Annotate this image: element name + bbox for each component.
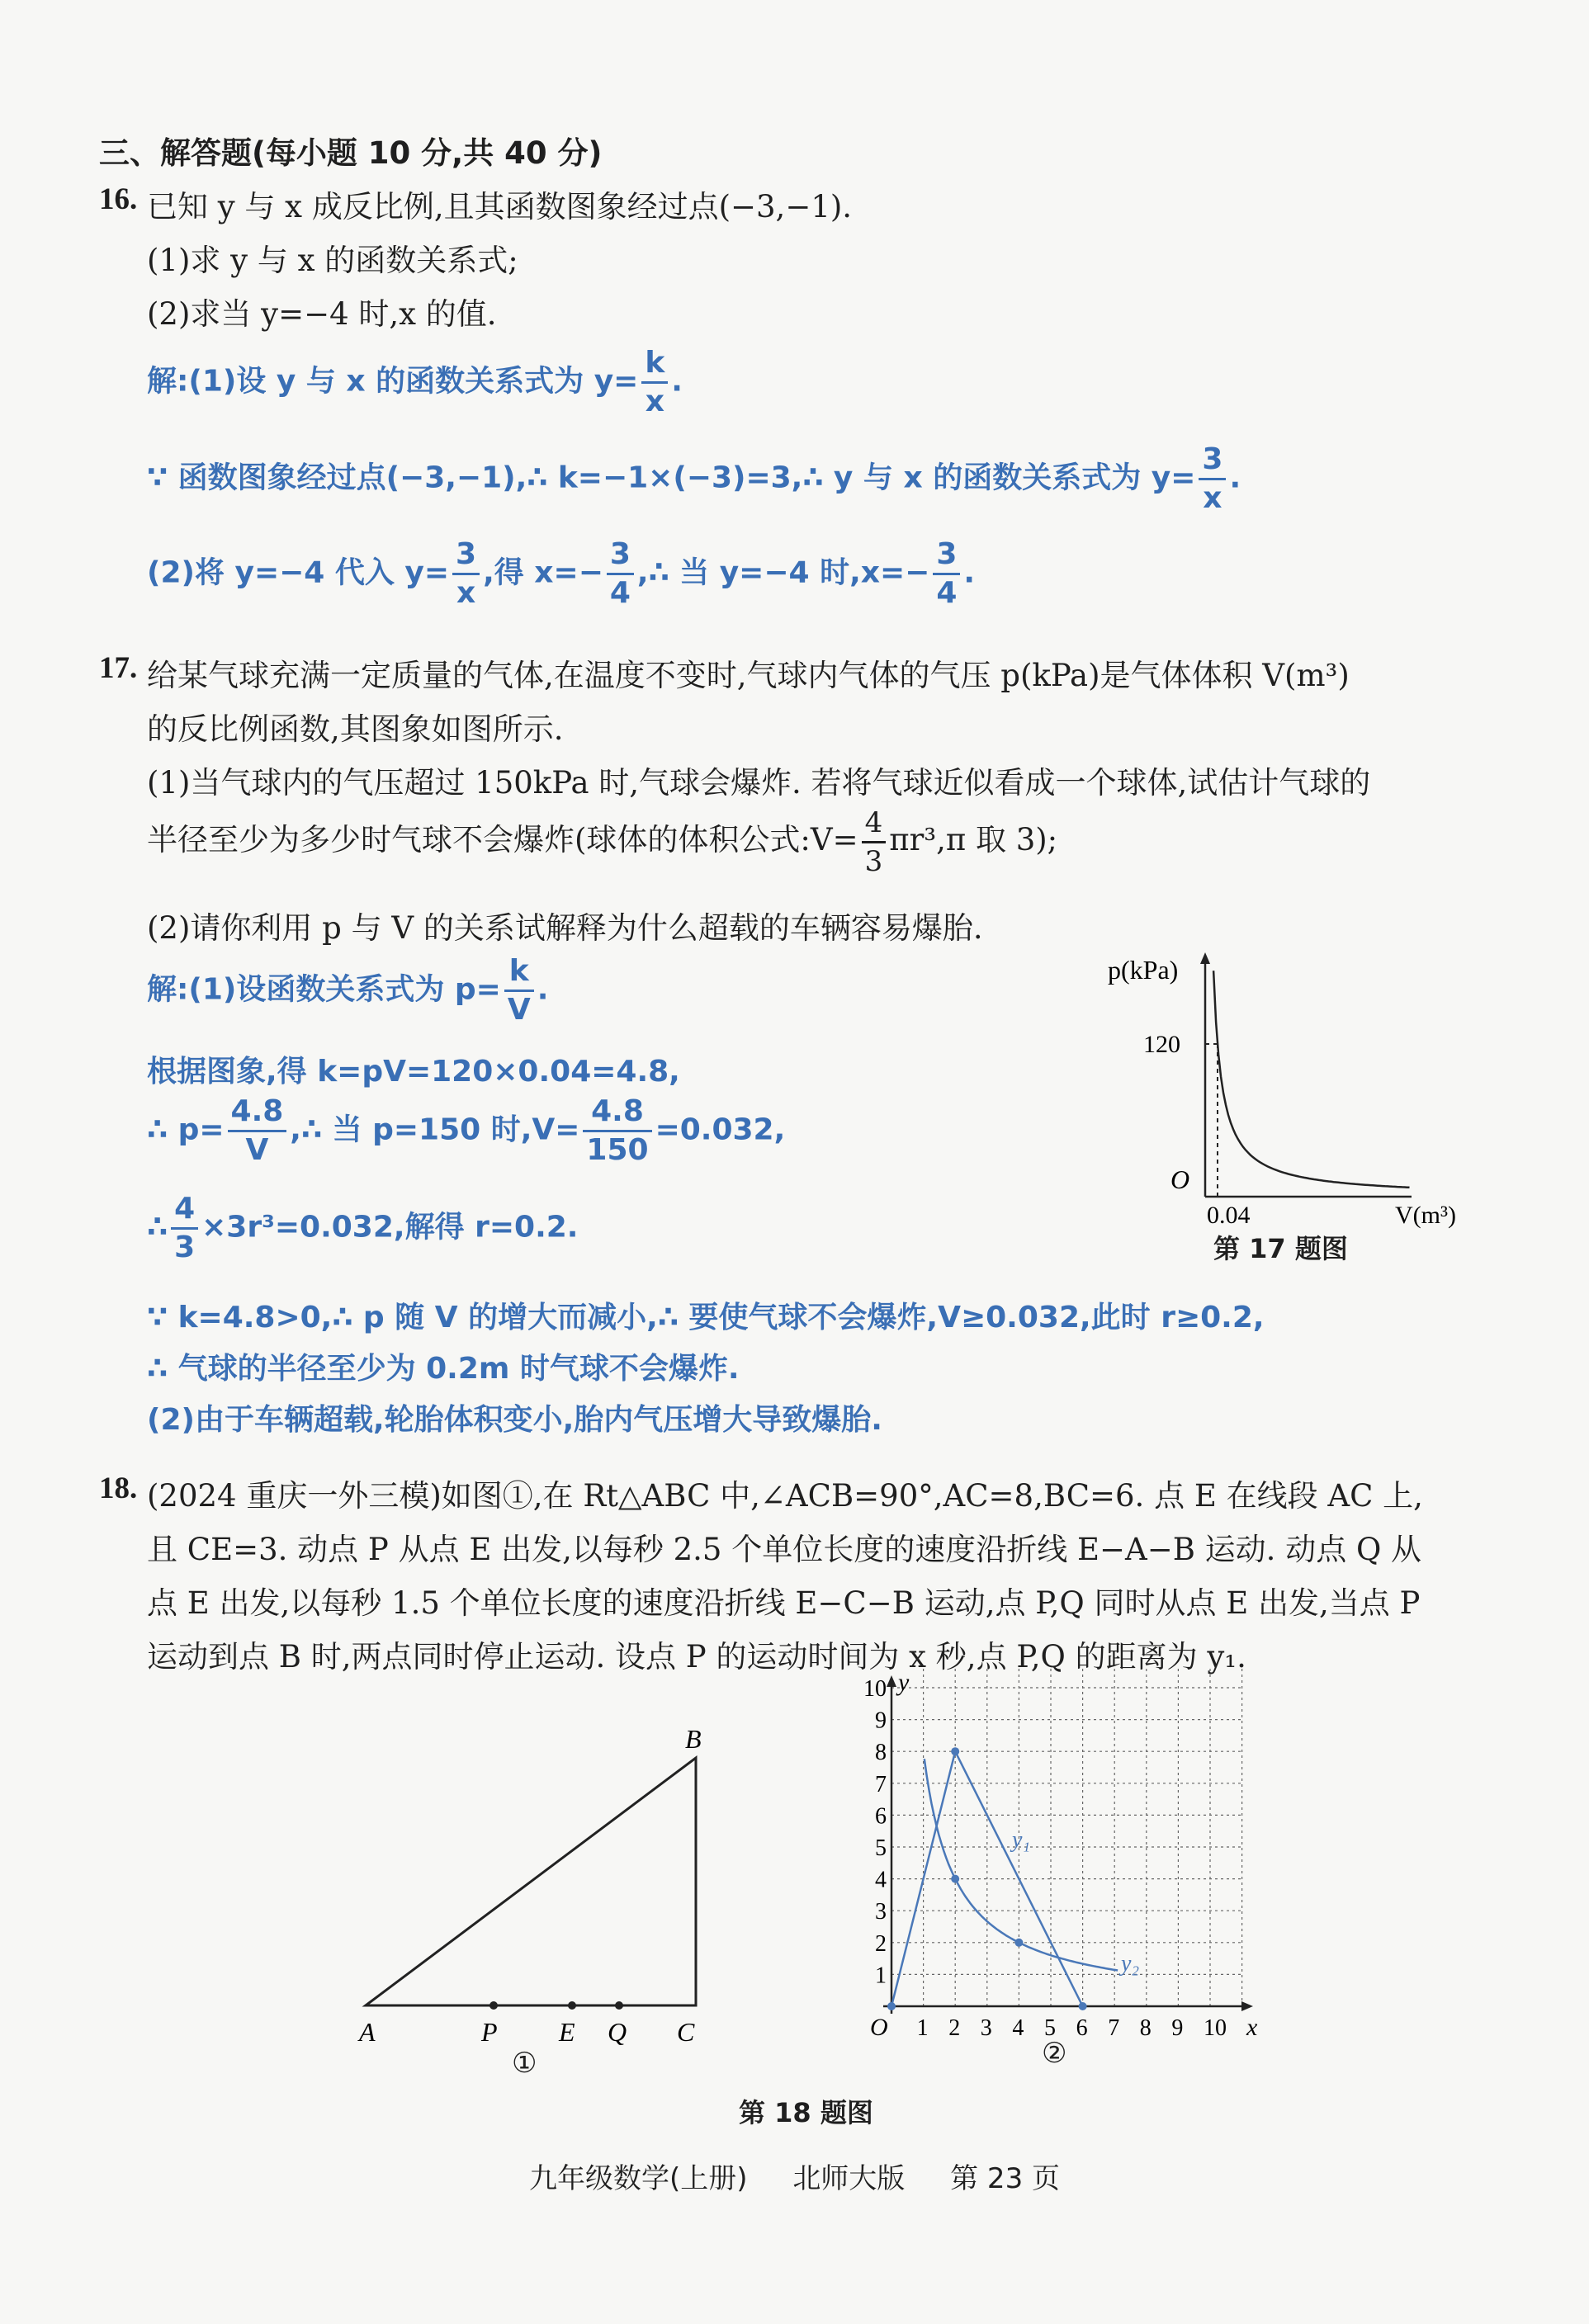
q18-graph [834,1667,1263,2055]
q16-solution-2: ∵ 函数图象经过点(−3,−1),∴ k=−1×(−3)=3,∴ y 与 x 的函数关系式为 y= $\frac{3}{x}$ . [147,442,1241,515]
q16-sol3-a: (2)将 y=−4 代入 y= [147,555,450,590]
numerator: 4.8 [228,1094,287,1132]
denominator: x [456,576,476,610]
y-label: y [898,1669,910,1696]
q17-solution-3 [147,1094,785,1169]
denominator: 3 [174,1230,196,1264]
q17-part1-b-text: 半径至少为多少时气球不会爆炸(球体的体积公式:V= [147,822,858,857]
q17-sol3-b: ,∴ 当 p=150 时,V= [290,1112,580,1147]
q17-figure-caption: 第 17 题图 [1213,1233,1348,1264]
denominator: V [507,993,531,1027]
label-c: C [677,2017,695,2047]
origin-label: O [1170,1164,1190,1194]
data-point [1079,2002,1087,2010]
numerator: 4.8 [583,1094,651,1132]
q17-solution-1: 解:(1)设函数关系式为 p= $\frac{k}{V}$ . [147,954,549,1027]
q17-sol4-a: ∴ [147,1210,168,1245]
denominator: 150 [586,1133,649,1167]
q17-solution-2: 根据图象,得 k=pV=120×0.04=4.8, [147,1055,680,1089]
denominator: x [645,385,664,418]
figure-mark-1: ① [512,2047,537,2080]
y-tick-label: 10 [863,1676,887,1702]
fraction [171,1191,198,1266]
x-tick-label: 0.04 [1207,1202,1251,1229]
q17-sol3-a: ∴ p= [147,1112,225,1147]
q16-solution-3: (2)将 y=−4 代入 y= $\frac{3}{x}$ ,得 x=− $\frac{3}{4}$ ,∴ 当 y=−4 时,x=− $\frac{3}{4}$ . [147,537,976,610]
q17-chart [1098,949,1478,1238]
label-b: B [685,1724,702,1754]
y-label: p(kPa) [1108,955,1179,985]
q16-number: 16. [99,182,138,216]
q17-stem-2: 的反比例函数,其图象如图所示. [147,711,564,747]
point-q [615,2001,623,2010]
x-tick-label: 8 [1139,2015,1152,2041]
q16-sol3-b: ,得 x=− [483,555,603,590]
x-tick-label: 1 [916,2015,929,2041]
fraction [862,805,887,880]
x-tick-label: 10 [1204,2015,1227,2041]
numerator: 3 [1199,442,1226,480]
q16-solution-1: 解:(1)设 y 与 x 的函数关系式为 y= $\frac{k}{x}$ . [147,346,683,418]
q17-solution-7: (2)由于车辆超载,轮胎体积变小,胎内气压增大导致爆胎. [147,1403,882,1437]
q17-part2: (2)请你利用 p 与 V 的关系试解释为什么超载的车辆容易爆胎. [147,910,983,946]
x-tick-label: 5 [1044,2015,1056,2041]
denominator: 4 [609,576,631,610]
y1-label: y₁ [1012,1827,1031,1853]
point-p [489,2001,498,2010]
numerator: 3 [452,536,480,575]
q18-line-2: 且 CE=3. 动点 P 从点 E 出发,以每秒 2.5 个单位长度的速度沿折线 E−A−B 运动. 动点 Q 从 [147,1532,1422,1567]
q16-part1: (1)求 y 与 x 的函数关系式; [147,243,518,278]
y-tick-label: 8 [875,1740,887,1766]
grid [891,1667,1242,2006]
y-tick-label: 5 [875,1835,887,1861]
data-point [951,1875,959,1883]
data-point [1014,1939,1023,1947]
numerator: k [504,953,534,992]
origin-label: O [870,2014,888,2041]
x-axis-arrow-icon [1241,2001,1253,2011]
fraction [504,953,534,1028]
y-tick-label: 9 [875,1708,887,1734]
q17-part1-b [147,805,1057,880]
data-point [887,2002,896,2010]
x-ticks [917,2015,1227,2041]
figure-mark-2: ② [1042,2037,1067,2070]
section-title: 三、解答题(每小题 10 分,共 40 分) [99,135,603,171]
q17-number: 17. [99,651,138,685]
denominator: 4 [936,576,958,610]
fraction [607,536,634,612]
fraction [583,1094,651,1169]
numerator: 3 [933,536,960,575]
fraction [933,536,960,612]
q18-figure-caption: 第 18 题图 [739,2097,873,2128]
denominator: V [245,1133,269,1167]
x-tick-label: 3 [980,2015,992,2041]
q16-sol3-c: ,∴ 当 y=−4 时,x=− [636,555,930,590]
q18-line-4: 运动到点 B 时,两点同时停止运动. 设点 P 的运动时间为 x 秒,点 P,Q 的距离为 y₁. [147,1639,1246,1675]
y2-curve [925,1759,1118,1970]
y-tick-label: 120 [1143,1031,1180,1058]
q18-line-1: (2024 重庆一外三模)如图①,在 Rt△ABC 中,∠ACB=90°,AC=8,BC=6. 点 E 在线段 AC 上, [147,1478,1423,1514]
q17-part1-a: (1)当气球内的气压超过 150kPa 时,气球会爆炸. 若将气球近似看成一个球体,试估计气球的 [147,765,1371,801]
footer-book: 九年级数学(上册) [528,2162,748,2195]
q18-number: 18. [99,1471,138,1505]
q17-part1-c: πr³,π 取 3); [889,822,1058,857]
y2-label: y₂ [1121,1951,1140,1977]
inverse-curve [1213,971,1409,1188]
x-tick-label: 7 [1108,2015,1120,2041]
fraction [228,1094,287,1169]
q17-solution-5: ∵ k=4.8>0,∴ p 随 V 的增大而减小,∴ 要使气球不会爆炸,V≥0.032,此时 r≥0.2, [147,1301,1265,1334]
q17-solution-6: ∴ 气球的半径至少为 0.2m 时气球不会爆炸. [147,1352,740,1386]
q18-triangle-figure [347,1721,726,2067]
page-footer [0,2156,1589,2196]
label-a: A [359,2017,376,2047]
q16-stem: 已知 y 与 x 成反比例,且其函数图象经过点(−3,−1). [147,189,853,224]
x-tick-label: 2 [948,2015,961,2041]
numerator: k [641,345,668,384]
y-tick-label: 4 [875,1867,887,1893]
x-tick-label: 6 [1076,2015,1088,2041]
q16-sol1-text: 解:(1)设 y 与 x 的函数关系式为 y= [147,364,639,399]
q16-part2: (2)求当 y=−4 时,x 的值. [147,296,497,332]
y-tick-label: 2 [875,1930,887,1957]
y-ticks [863,1676,887,1988]
q17-sol4-b: ×3r³=0.032,解得 r=0.2. [201,1210,579,1245]
numerator: 3 [607,536,634,575]
point-e [568,2001,576,2010]
y-axis-arrow-icon [1200,952,1210,964]
label-q: Q [608,2017,627,2047]
fraction [452,536,480,612]
y-tick-label: 3 [875,1899,887,1925]
x-tick-label: 4 [1012,2015,1024,2041]
q16-sol2-text: ∵ 函数图象经过点(−3,−1),∴ k=−1×(−3)=3,∴ y 与 x 的函数关系式为 y= [147,461,1196,495]
denominator: x [1203,481,1222,515]
footer-edition: 北师大版 [792,2162,906,2195]
q18-line-3: 点 E 出发,以每秒 1.5 个单位长度的速度沿折线 E−C−B 运动,点 P,Q 同时从点 E 出发,当点 P [147,1585,1421,1621]
y-axis-arrow-icon [887,1675,896,1687]
data-point [951,1747,959,1755]
triangle-abc [366,1758,696,2005]
y-tick-label: 7 [875,1771,887,1797]
label-p: P [481,2017,498,2047]
numerator: 4 [862,805,887,843]
q17-sol3-c: =0.032, [655,1112,786,1147]
numerator: 4 [171,1191,198,1230]
x-label: V(m³) [1395,1202,1456,1229]
denominator: 3 [864,845,883,878]
q17-stem-1: 给某气球充满一定质量的气体,在温度不变时,气球内气体的气压 p(kPa)是气体体积 V(m³) [147,658,1350,693]
footer-page: 第 23 页 [950,2162,1061,2195]
q17-sol1-text: 解:(1)设函数关系式为 p= [147,972,501,1007]
fraction [1199,442,1226,517]
y-tick-label: 6 [875,1803,887,1830]
x-tick-label: 9 [1171,2015,1184,2041]
x-label: x [1246,2014,1258,2041]
label-e: E [559,2017,575,2047]
fraction [641,345,668,420]
q17-solution-4 [147,1191,578,1266]
y-tick-label: 1 [875,1963,887,1989]
